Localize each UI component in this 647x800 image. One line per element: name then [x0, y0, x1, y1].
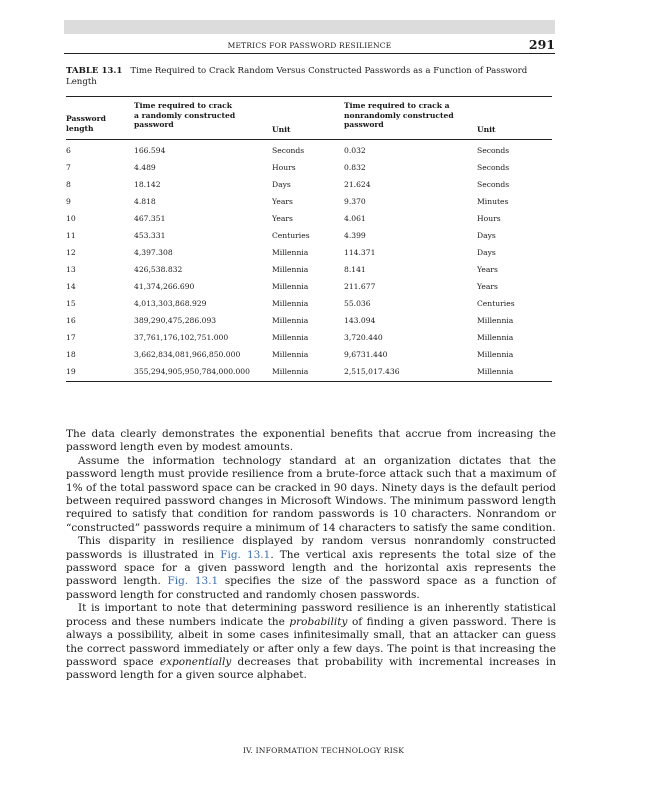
cell-length: 8 — [66, 180, 71, 189]
table-row — [0, 180, 647, 194]
cell-nonrandom-time: 21.624 — [344, 180, 371, 189]
cell-nonrandom-time: 2,515,017.436 — [344, 367, 400, 376]
cell-random-time: 426,538.832 — [134, 265, 183, 274]
table-row — [0, 231, 647, 245]
cell-unit-2: Years — [477, 265, 498, 274]
cell-length: 7 — [66, 163, 71, 172]
header-random-line1: Time required to crack — [134, 101, 233, 110]
header-password-length — [66, 114, 106, 133]
running-head — [64, 37, 555, 54]
header-nonrandom-line1: Time required to crack a — [344, 101, 450, 110]
table-row — [0, 367, 647, 381]
cell-unit-2: Millennia — [477, 350, 514, 359]
cell-random-time: 3,662,834,081,966,850.000 — [134, 350, 241, 359]
cell-length: 14 — [66, 282, 76, 291]
cell-nonrandom-time: 3,720.440 — [344, 333, 383, 342]
cell-length: 15 — [66, 299, 76, 308]
cell-unit-2: Centuries — [477, 299, 515, 308]
header-unit-2: Unit — [477, 125, 496, 134]
cell-nonrandom-time: 4.061 — [344, 214, 366, 223]
header-random-line3: password — [134, 120, 174, 129]
cell-length: 19 — [66, 367, 76, 376]
cell-unit-1: Centuries — [272, 231, 310, 240]
table-row — [0, 146, 647, 160]
cell-unit-1: Millennia — [272, 367, 309, 376]
cell-random-time: 166.594 — [134, 146, 166, 155]
header-unit-1: Unit — [272, 125, 291, 134]
cell-unit-2: Years — [477, 282, 498, 291]
cell-unit-2: Hours — [477, 214, 501, 223]
cell-unit-2: Seconds — [477, 146, 510, 155]
table-row — [0, 333, 647, 347]
table-row — [0, 265, 647, 279]
table-row — [0, 282, 647, 296]
cell-unit-1: Millennia — [272, 316, 309, 325]
cell-unit-1: Hours — [272, 163, 296, 172]
header-nonrandom-line3: password — [344, 120, 384, 129]
cell-unit-2: Millennia — [477, 367, 514, 376]
table-row — [0, 163, 647, 177]
cell-unit-2: Minutes — [477, 197, 509, 206]
table-row — [0, 197, 647, 211]
cell-unit-1: Millennia — [272, 265, 309, 274]
cell-length: 17 — [66, 333, 76, 342]
cell-unit-1: Years — [272, 197, 293, 206]
cell-length: 11 — [66, 231, 76, 240]
table-row — [0, 316, 647, 330]
figure-link[interactable]: Fig. 13.1 — [167, 575, 219, 588]
header-random-time — [134, 101, 235, 130]
paragraph-text: It is important to note that determining password resilience is an inherently statistical process and these numbers indicate the — [66, 602, 556, 628]
cell-random-time: 41,374,266.690 — [134, 282, 195, 291]
table-row — [0, 350, 647, 364]
cell-unit-1: Seconds — [272, 146, 305, 155]
paragraph-text: . The vertical axis represents the total size of the password space for a given password length and the horizontal axis represents the password length. — [66, 548, 556, 588]
footer-part-title: IV. INFORMATION TECHNOLOGY RISK — [242, 746, 405, 755]
paragraph-text: specifies the size of the password space as a function of password length for constructed and randomly chosen passwords. — [66, 575, 557, 601]
cell-unit-1: Days — [272, 180, 291, 189]
cell-unit-1: Millennia — [272, 299, 309, 308]
table-bottom-rule — [66, 381, 552, 382]
cell-random-time: 355,294,905,950,784,000.000 — [134, 367, 250, 376]
paragraph-text: decreases that probability with incremental increases in password length for a given source alphabet. — [66, 655, 556, 682]
header-password-length-line2: length — [66, 123, 94, 133]
cell-unit-2: Seconds — [477, 180, 510, 189]
header-bar — [64, 20, 555, 34]
cell-length: 18 — [66, 350, 76, 359]
table-caption — [66, 66, 552, 88]
paragraph — [66, 602, 556, 682]
header-password-length-line1: Password — [66, 114, 106, 123]
cell-random-time: 389,290,475,286.093 — [134, 316, 217, 325]
cell-nonrandom-time: 4.399 — [344, 231, 366, 240]
paragraph-text: of finding a given password. There is always a possibility, albeit in some cases infinitesimally small, that an attacker can guess the correct password immediately or after only a few days. The point is that increasing the password space — [66, 615, 556, 668]
paragraph: Assume the information technology standard at an organization dictates that the password length must provide resilience from a brute-force attack such that a maximum of 1% of the total password space can be cracked in 90 days. Ninety days is the default period between required password changes in Microsoft Windows. The minimum password length required to satisfy that condition for random passwords is 10 characters. Nonrandom or “constructed” passwords require a minimum of 14 characters to satisfy the same condition. — [66, 454, 556, 534]
cell-nonrandom-time: 114.371 — [344, 248, 376, 257]
cell-unit-1: Years — [272, 214, 293, 223]
cell-unit-2: Millennia — [477, 316, 514, 325]
paragraph: The data clearly demonstrates the exponential benefits that accrue from increasing the password length even by modest amounts. — [66, 428, 556, 454]
cell-unit-2: Days — [477, 248, 496, 257]
cell-unit-2: Seconds — [477, 163, 510, 172]
table-label: TABLE 13.1 — [66, 66, 123, 76]
cell-unit-1: Millennia — [272, 333, 309, 342]
table-caption-text: Time Required to Crack Random Versus Constructed Passwords as a Function of Password Length — [66, 66, 528, 87]
cell-nonrandom-time: 211.677 — [344, 282, 376, 291]
cell-random-time: 453.331 — [134, 231, 166, 240]
cell-unit-1: Millennia — [272, 350, 309, 359]
table-header-rule — [66, 139, 552, 140]
emphasis: exponentially — [159, 655, 232, 668]
page-number: 291 — [528, 37, 555, 52]
cell-random-time: 18.142 — [134, 180, 161, 189]
cell-random-time: 467.351 — [134, 214, 166, 223]
cell-unit-1: Millennia — [272, 248, 309, 257]
cell-nonrandom-time: 9,6731.440 — [344, 350, 388, 359]
paragraph-text: This disparity in resilience displayed by random versus nonrandomly constructed passwords is illustrated in — [66, 535, 556, 561]
cell-random-time: 4.489 — [134, 163, 156, 172]
figure-link[interactable]: Fig. 13.1 — [220, 548, 271, 561]
header-nonrandom-line2: nonrandomly constructed — [344, 110, 454, 120]
cell-length: 9 — [66, 197, 71, 206]
cell-length: 10 — [66, 214, 76, 223]
cell-nonrandom-time: 9.370 — [344, 197, 366, 206]
cell-nonrandom-time: 0.032 — [344, 146, 366, 155]
cell-unit-1: Millennia — [272, 282, 309, 291]
cell-length: 16 — [66, 316, 76, 325]
cell-nonrandom-time: 0.832 — [344, 163, 366, 172]
cell-unit-2: Millennia — [477, 333, 514, 342]
cell-random-time: 37,761,176,102,751.000 — [134, 333, 229, 342]
header-nonrandom-time — [344, 101, 454, 130]
cell-random-time: 4,013,303,868.929 — [134, 299, 207, 308]
cell-random-time: 4.818 — [134, 197, 156, 206]
cell-nonrandom-time: 55.036 — [344, 299, 371, 308]
table-row — [0, 214, 647, 228]
running-title: METRICS FOR PASSWORD RESILIENCE — [227, 41, 392, 50]
cell-unit-2: Days — [477, 231, 496, 240]
cell-nonrandom-time: 143.094 — [344, 316, 376, 325]
body-text — [66, 428, 556, 683]
header-random-line2: a randomly constructed — [134, 110, 236, 120]
table-row — [0, 299, 647, 313]
table-row — [0, 248, 647, 262]
paragraph — [66, 535, 556, 602]
cell-nonrandom-time: 8.141 — [344, 265, 366, 274]
cell-length: 12 — [66, 248, 76, 257]
cell-random-time: 4,397.308 — [134, 248, 173, 257]
cell-length: 6 — [66, 146, 71, 155]
emphasis: probability — [289, 615, 348, 628]
table-top-rule — [66, 96, 552, 97]
cell-length: 13 — [66, 265, 76, 274]
